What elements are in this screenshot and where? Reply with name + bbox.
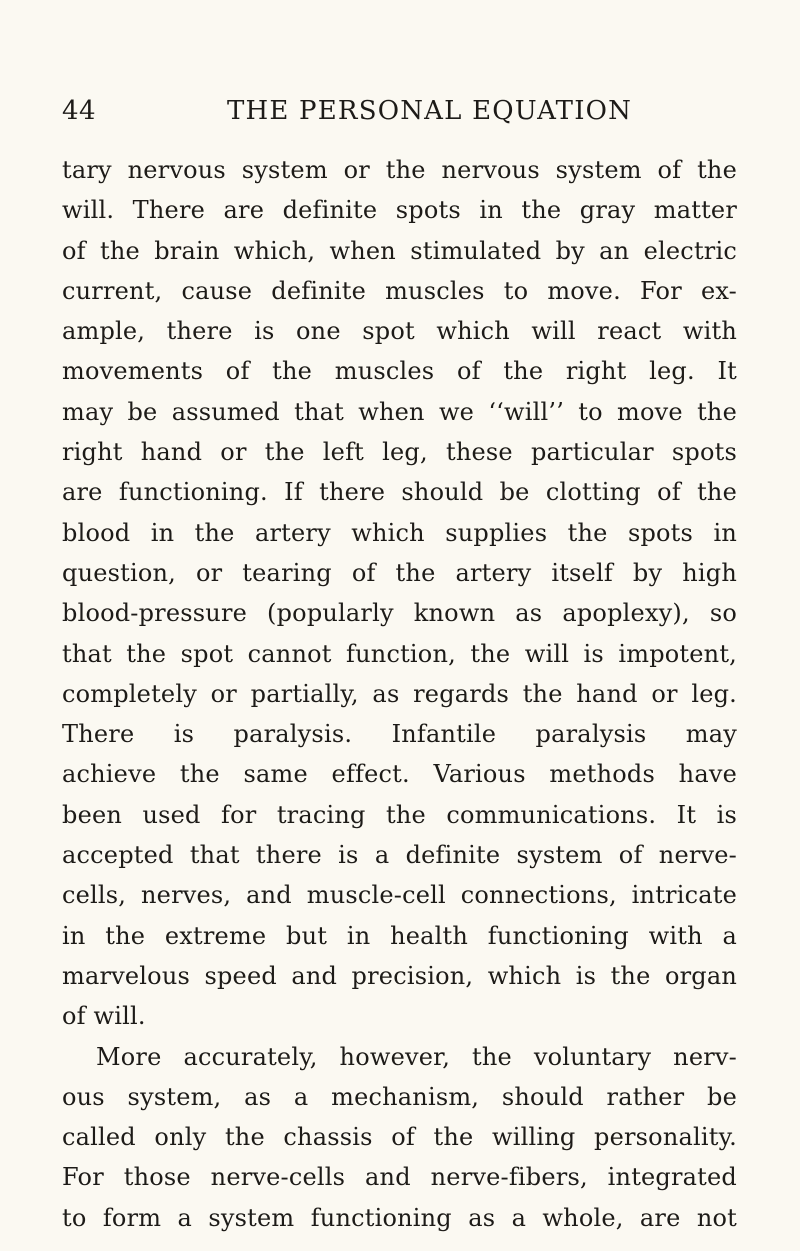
text-line: cells, nerves, and muscle-cell connections, intricate — [62, 881, 737, 910]
text-line: that the spot cannot function, the will is impotent, — [62, 639, 737, 668]
page-number: 44 — [62, 96, 97, 126]
text-line: More accurately, however, the voluntary nerv- — [96, 1042, 737, 1071]
text-line: may be assumed that when we ‘‘will’’ to move the — [62, 397, 737, 426]
text-line: of will. — [62, 1002, 146, 1031]
text-line: accepted that there is a definite system of nerve- — [62, 841, 737, 870]
text-line: of the brain which, when stimulated by an electric — [62, 236, 737, 265]
text-line: right hand or the left leg, these particular spots — [62, 438, 737, 467]
text-line: completely or partially, as regards the hand or leg. — [62, 679, 737, 708]
text-line: blood-pressure (popularly known as apoplexy), so — [62, 599, 737, 628]
text-line: marvelous speed and precision, which is the organ — [62, 961, 737, 990]
text-line: to form a system functioning as a whole, are not — [62, 1203, 737, 1232]
text-line: been used for tracing the communications. It is — [62, 800, 737, 829]
text-line: in the extreme but in health functioning with a — [62, 921, 737, 950]
text-line: movements of the muscles of the right leg. It — [62, 357, 737, 386]
running-head-title: THE PERSONAL EQUATION — [227, 96, 633, 126]
text-line: For those nerve-cells and nerve-fibers, integrated — [62, 1163, 737, 1192]
text-line: are functioning. If there should be clotting of the — [62, 478, 737, 507]
text-line: question, or tearing of the artery itself by high — [62, 558, 737, 587]
text-line: will. There are definite spots in the gray matter — [62, 196, 737, 225]
text-line: achieve the same effect. Various methods have — [62, 760, 737, 789]
text-line: called only the chassis of the willing personality. — [62, 1123, 737, 1152]
text-line: current, cause definite muscles to move. For ex- — [62, 276, 737, 305]
text-line: There is paralysis. Infantile paralysis may — [62, 720, 737, 749]
text-line: tary nervous system or the nervous system of the — [62, 156, 737, 184]
text-line: ample, there is one spot which will react with — [62, 317, 737, 346]
running-head — [62, 96, 737, 136]
body-text — [62, 150, 737, 1238]
text-line: blood in the artery which supplies the spots in — [62, 518, 737, 547]
text-line: ous system, as a mechanism, should rather be — [62, 1082, 737, 1111]
